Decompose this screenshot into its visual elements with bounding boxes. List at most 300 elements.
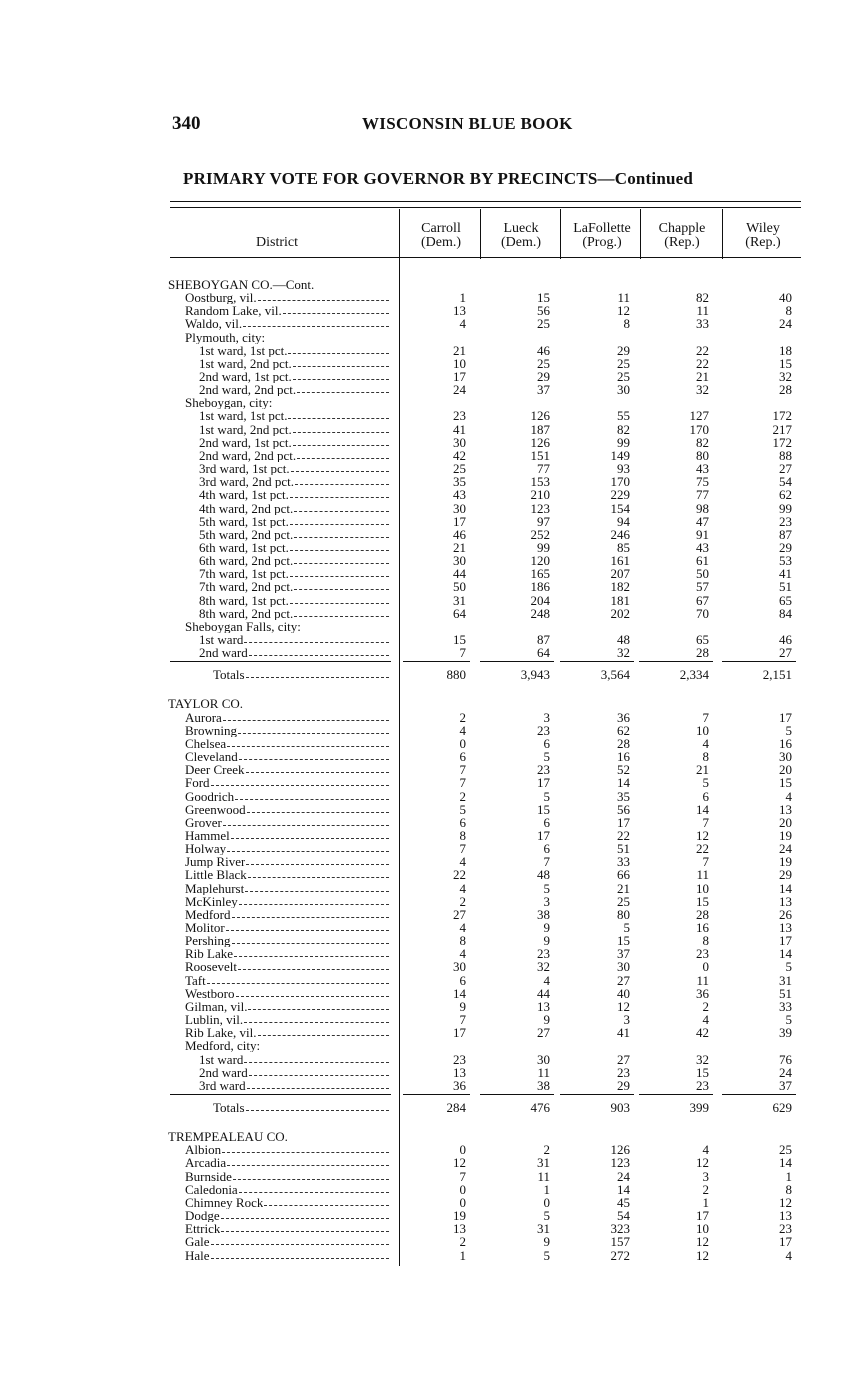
vote-cell: 22 — [696, 343, 709, 358]
vote-cell: 15 — [696, 894, 709, 909]
vote-cell: 99 — [617, 435, 630, 450]
row-label: 5th ward, 1st pct. — [199, 515, 289, 528]
vote-cell: 217 — [772, 422, 792, 437]
table-row — [0, 1000, 859, 1013]
vote-cell: 161 — [610, 553, 630, 568]
vote-cell: 27 — [779, 645, 792, 660]
vote-cell: 12 — [696, 1155, 709, 1170]
vote-cell: 40 — [617, 986, 630, 1001]
vote-cell: 1 — [459, 290, 466, 305]
table-title: PRIMARY VOTE FOR GOVERNOR BY PRECINCTS—Continued — [183, 169, 694, 188]
row-label: 2nd ward, 1st pct. — [199, 436, 292, 449]
vote-cell: 8 — [702, 749, 709, 764]
row-label: Cleveland — [185, 750, 238, 763]
row-label: 3rd ward, 2nd pct. — [199, 475, 294, 488]
candidate-party: (Prog.) — [582, 235, 622, 250]
table-row — [0, 750, 859, 763]
vote-cell: 7 — [702, 710, 709, 725]
totals-rule — [480, 1094, 554, 1095]
table-row — [0, 934, 859, 947]
vote-cell: 248 — [530, 606, 550, 621]
vote-cell: 43 — [696, 540, 709, 555]
vote-cell: 46 — [453, 527, 466, 542]
vote-cell: 14 — [617, 775, 630, 790]
subheading-row — [0, 1039, 859, 1052]
dot-leader — [293, 436, 389, 446]
table-row — [0, 317, 859, 330]
row-label: Burnside — [185, 1170, 232, 1183]
vote-cell: 45 — [617, 1195, 630, 1210]
dot-leader — [222, 1143, 389, 1153]
vote-cell: 44 — [537, 986, 550, 1001]
table-row — [0, 776, 859, 789]
table-row — [0, 1066, 859, 1079]
totals-row — [0, 668, 859, 681]
vote-cell: 15 — [779, 356, 792, 371]
vote-cell: 7 — [543, 854, 550, 869]
dot-leader — [221, 1209, 389, 1219]
vote-cell: 13 — [453, 1221, 466, 1236]
vote-cell: 30 — [617, 382, 630, 397]
table-row — [0, 1079, 859, 1092]
vote-cell: 1 — [702, 1195, 709, 1210]
vote-cell: 23 — [779, 1221, 792, 1236]
vote-cell: 10 — [696, 723, 709, 738]
row-label: Lublin, vil. — [185, 1013, 244, 1026]
row-label: Chimney Rock — [185, 1196, 264, 1209]
vote-cell: 11 — [696, 303, 709, 318]
dot-leader — [232, 908, 390, 918]
vote-cell: 43 — [453, 487, 466, 502]
vote-cell: 54 — [617, 1208, 630, 1223]
totals-rule — [560, 661, 634, 662]
county-heading-row — [0, 1130, 859, 1143]
vote-cell: 55 — [617, 408, 630, 423]
vote-cell: 17 — [779, 933, 792, 948]
table-row — [0, 868, 859, 881]
vote-cell: 123 — [530, 501, 550, 516]
table-row — [0, 541, 859, 554]
county-heading-row — [0, 278, 859, 291]
table-row — [0, 790, 859, 803]
row-label: Taft — [185, 974, 206, 987]
vote-cell: 29 — [537, 369, 550, 384]
dot-leader — [249, 1066, 389, 1076]
county-heading-row — [0, 697, 859, 710]
district-column-header: District — [256, 235, 298, 250]
vote-cell: 4 — [459, 316, 466, 331]
table-row — [0, 816, 859, 829]
vote-cell: 27 — [453, 907, 466, 922]
vote-cell: 50 — [696, 566, 709, 581]
vote-cell: 8 — [785, 1182, 792, 1197]
vote-cell: 5 — [785, 1012, 792, 1027]
dot-leader — [221, 1222, 389, 1232]
vote-cell: 7 — [459, 841, 466, 856]
dot-leader — [239, 750, 389, 760]
vote-cell: 1 — [543, 1182, 550, 1197]
row-label: Holway — [185, 842, 227, 855]
dot-leader — [294, 528, 389, 538]
vote-cell: 29 — [779, 540, 792, 555]
vote-cell: 14 — [696, 802, 709, 817]
vote-cell: 30 — [453, 501, 466, 516]
vote-cell: 57 — [696, 579, 709, 594]
vote-cell: 32 — [696, 382, 709, 397]
dot-leader — [283, 304, 389, 314]
vote-cell: 39 — [779, 1025, 792, 1040]
vote-cell: 0 — [543, 1195, 550, 1210]
vote-cell: 17 — [537, 775, 550, 790]
vote-cell: 252 — [530, 527, 550, 542]
table-row — [0, 646, 859, 659]
vote-cell: 3 — [702, 1169, 709, 1184]
vote-cell: 11 — [537, 1169, 550, 1184]
totals-rule — [722, 661, 796, 662]
row-label: 1st ward, 1st pct. — [199, 409, 288, 422]
vote-cell: 12 — [453, 1155, 466, 1170]
vote-cell: 21 — [453, 540, 466, 555]
table-row — [0, 921, 859, 934]
vote-cell: 52 — [617, 762, 630, 777]
vote-cell: 23 — [537, 723, 550, 738]
vote-cell: 4 — [702, 736, 709, 751]
row-label: 7th ward, 2nd pct. — [199, 580, 294, 593]
vote-cell: 67 — [696, 593, 709, 608]
candidate-name: LaFollette — [573, 221, 631, 236]
vote-cell: 323 — [610, 1221, 630, 1236]
row-label: Medford — [185, 908, 231, 921]
table-row — [0, 370, 859, 383]
vote-cell: 13 — [537, 999, 550, 1014]
table-row — [0, 1222, 859, 1235]
vote-cell: 17 — [537, 828, 550, 843]
dot-leader — [238, 960, 389, 970]
totals-rule — [560, 1094, 634, 1095]
table-row — [0, 711, 859, 724]
dot-leader — [239, 895, 389, 905]
table-row — [0, 1196, 859, 1209]
vote-cell: 51 — [617, 841, 630, 856]
vote-cell: 32 — [537, 959, 550, 974]
vote-cell: 1 — [459, 1248, 466, 1263]
row-label: Sheboygan, city: — [185, 396, 273, 409]
vote-cell: 47 — [696, 514, 709, 529]
dot-leader — [264, 1196, 389, 1206]
vote-cell: 1 — [785, 1169, 792, 1184]
vote-cell: 22 — [696, 841, 709, 856]
table-row — [0, 855, 859, 868]
vote-cell: 82 — [617, 422, 630, 437]
vote-cell: 11 — [696, 867, 709, 882]
row-label: 6th ward, 2nd pct. — [199, 554, 294, 567]
candidate-name: Carroll — [421, 221, 461, 236]
table-row — [0, 488, 859, 501]
vote-cell: 15 — [617, 933, 630, 948]
vote-cell: 7 — [459, 1169, 466, 1184]
row-label: 2nd ward — [199, 646, 248, 659]
vote-cell: 14 — [617, 1182, 630, 1197]
vote-cell: 41 — [617, 1025, 630, 1040]
row-label: Grover — [185, 816, 222, 829]
vote-cell: 31 — [453, 593, 466, 608]
row-label: Oostburg, vil. — [185, 291, 257, 304]
table-row — [0, 1013, 859, 1026]
vote-cell: 17 — [453, 514, 466, 529]
vote-cell: 91 — [696, 527, 709, 542]
row-label: 8th ward, 1st pct. — [199, 594, 289, 607]
dot-leader — [232, 934, 390, 944]
vote-cell: 30 — [453, 553, 466, 568]
dot-leader — [293, 423, 389, 433]
vote-cell: 7 — [459, 762, 466, 777]
table-row — [0, 974, 859, 987]
vote-cell: 27 — [779, 461, 792, 476]
vote-cell: 25 — [617, 356, 630, 371]
vote-cell: 5 — [543, 881, 550, 896]
dot-leader — [297, 449, 389, 459]
row-label: 5th ward, 2nd pct. — [199, 528, 294, 541]
row-label: Totals — [213, 668, 245, 681]
table-row — [0, 803, 859, 816]
vote-cell: 42 — [696, 1025, 709, 1040]
table-row — [0, 1170, 859, 1183]
vote-cell: 12 — [696, 1248, 709, 1263]
candidate-party: (Dem.) — [420, 235, 462, 250]
row-label: Little Black — [185, 868, 247, 881]
vote-cell: 202 — [610, 606, 630, 621]
vote-cell: 51 — [779, 579, 792, 594]
vote-cell: 170 — [610, 474, 630, 489]
row-label: Westboro — [185, 987, 235, 1000]
row-label: 3rd ward — [199, 1079, 246, 1092]
row-label: 1st ward, 1st pct. — [199, 344, 288, 357]
totals-rule — [170, 1094, 391, 1095]
vote-cell: 24 — [453, 382, 466, 397]
dot-leader — [233, 1170, 389, 1180]
vote-cell: 14 — [779, 881, 792, 896]
vote-cell: 284 — [446, 1100, 466, 1115]
vote-cell: 123 — [610, 1155, 630, 1170]
vote-cell: 77 — [537, 461, 550, 476]
dot-leader — [243, 317, 389, 327]
row-label: Deer Creek — [185, 763, 245, 776]
row-label: Chelsea — [185, 737, 227, 750]
vote-cell: 70 — [696, 606, 709, 621]
vote-cell: 43 — [696, 461, 709, 476]
vote-cell: 13 — [779, 894, 792, 909]
vote-cell: 4 — [702, 1012, 709, 1027]
vote-cell: 6 — [459, 815, 466, 830]
vote-cell: 186 — [530, 579, 550, 594]
vote-cell: 4 — [543, 973, 550, 988]
row-label: Browning — [185, 724, 237, 737]
dot-leader — [244, 633, 389, 643]
table-row — [0, 1235, 859, 1248]
vote-cell: 23 — [779, 514, 792, 529]
row-label: Molitor — [185, 921, 225, 934]
row-label: Random Lake, vil. — [185, 304, 282, 317]
vote-cell: 32 — [696, 1052, 709, 1067]
vote-cell: 33 — [779, 999, 792, 1014]
vote-cell: 23 — [617, 1065, 630, 1080]
vote-cell: 4 — [459, 881, 466, 896]
candidate-name: Chapple — [658, 221, 706, 236]
vote-cell: 36 — [453, 1078, 466, 1093]
vote-cell: 82 — [696, 290, 709, 305]
row-label: 1st ward, 2nd pct. — [199, 423, 292, 436]
row-label: 2nd ward, 2nd pct. — [199, 449, 297, 462]
vote-cell: 56 — [537, 303, 550, 318]
vote-cell: 30 — [779, 749, 792, 764]
vote-cell: 2,151 — [762, 667, 792, 682]
vote-cell: 24 — [779, 316, 792, 331]
vote-cell: 13 — [779, 920, 792, 935]
vote-cell: 5 — [459, 802, 466, 817]
dot-leader — [247, 803, 389, 813]
vote-cell: 14 — [779, 946, 792, 961]
vote-cell: 12 — [696, 828, 709, 843]
vote-cell: 151 — [530, 448, 550, 463]
table-row — [0, 449, 859, 462]
row-label: Gilman, vil. — [185, 1000, 248, 1013]
vote-cell: 41 — [779, 566, 792, 581]
vote-cell: 149 — [610, 448, 630, 463]
vote-cell: 7 — [459, 775, 466, 790]
vote-cell: 2,334 — [679, 667, 709, 682]
row-label: 2nd ward, 2nd pct. — [199, 383, 297, 396]
vote-cell: 8 — [623, 316, 630, 331]
vote-cell: 7 — [702, 815, 709, 830]
vote-cell: 127 — [689, 408, 709, 423]
vote-cell: 204 — [530, 593, 550, 608]
candidate-name: Lueck — [503, 221, 539, 236]
vote-cell: 3 — [543, 710, 550, 725]
vote-cell: 4 — [785, 789, 792, 804]
vote-cell: 8 — [459, 933, 466, 948]
page-number: 340 — [172, 113, 201, 134]
candidate-party: (Dem.) — [500, 235, 542, 250]
vote-cell: 17 — [453, 369, 466, 384]
vote-cell: 99 — [537, 540, 550, 555]
dot-leader — [294, 554, 389, 564]
vote-cell: 21 — [696, 369, 709, 384]
vote-cell: 22 — [453, 867, 466, 882]
vote-cell: 22 — [617, 828, 630, 843]
vote-cell: 246 — [610, 527, 630, 542]
vote-cell: 21 — [617, 881, 630, 896]
vote-cell: 182 — [610, 579, 630, 594]
vote-cell: 37 — [779, 1078, 792, 1093]
vote-cell: 30 — [537, 1052, 550, 1067]
table-row — [0, 987, 859, 1000]
vote-cell: 88 — [779, 448, 792, 463]
vote-cell: 17 — [696, 1208, 709, 1223]
vote-cell: 12 — [617, 303, 630, 318]
vote-cell: 10 — [696, 1221, 709, 1236]
table-row — [0, 528, 859, 541]
row-label: Jump River — [185, 855, 246, 868]
vote-cell: 85 — [617, 540, 630, 555]
vote-cell: 3,564 — [600, 667, 630, 682]
vote-cell: 10 — [453, 356, 466, 371]
dot-leader — [236, 987, 390, 997]
vote-cell: 14 — [779, 1155, 792, 1170]
vote-cell: 5 — [623, 920, 630, 935]
totals-rule — [403, 661, 470, 662]
table-row — [0, 947, 859, 960]
vote-cell: 51 — [779, 986, 792, 1001]
dot-leader — [231, 829, 389, 839]
vote-cell: 3 — [543, 894, 550, 909]
dot-leader — [290, 594, 389, 604]
vote-cell: 35 — [453, 474, 466, 489]
vote-cell: 629 — [772, 1100, 792, 1115]
dot-leader — [290, 541, 389, 551]
vote-cell: 5 — [785, 723, 792, 738]
vote-cell: 0 — [459, 736, 466, 751]
row-label: Ford — [185, 776, 210, 789]
vote-cell: 13 — [779, 1208, 792, 1223]
table-row — [0, 409, 859, 422]
vote-cell: 23 — [453, 408, 466, 423]
totals-rule — [639, 661, 713, 662]
vote-cell: 82 — [696, 435, 709, 450]
vote-cell: 98 — [696, 501, 709, 516]
dot-leader — [248, 868, 389, 878]
vote-cell: 14 — [453, 986, 466, 1001]
vote-cell: 31 — [537, 1155, 550, 1170]
row-label: 4th ward, 2nd pct. — [199, 502, 294, 515]
vote-cell: 54 — [779, 474, 792, 489]
vote-cell: 6 — [543, 736, 550, 751]
dot-leader — [227, 1156, 389, 1166]
subheading-row — [0, 331, 859, 344]
table-row — [0, 895, 859, 908]
row-label: 1st ward — [199, 633, 244, 646]
vote-cell: 36 — [696, 986, 709, 1001]
vote-cell: 7 — [702, 854, 709, 869]
vote-cell: 76 — [779, 1052, 792, 1067]
vote-cell: 27 — [617, 1052, 630, 1067]
table-row — [0, 960, 859, 973]
vote-cell: 13 — [779, 802, 792, 817]
vote-cell: 29 — [617, 343, 630, 358]
vote-cell: 187 — [530, 422, 550, 437]
vote-cell: 16 — [617, 749, 630, 764]
row-label: McKinley — [185, 895, 238, 908]
row-label: 6th ward, 1st pct. — [199, 541, 289, 554]
vote-cell: 50 — [453, 579, 466, 594]
vote-cell: 56 — [617, 802, 630, 817]
vote-cell: 4 — [702, 1142, 709, 1157]
vote-cell: 8 — [459, 828, 466, 843]
dot-leader — [246, 855, 389, 865]
candidate-party: (Rep.) — [664, 235, 700, 250]
row-label: Rib Lake, vil. — [185, 1026, 257, 1039]
table-row — [0, 1209, 859, 1222]
row-label: Dodge — [185, 1209, 220, 1222]
totals-rule — [403, 1094, 470, 1095]
row-label: Medford, city: — [185, 1039, 261, 1052]
vote-cell: 16 — [779, 736, 792, 751]
table-row — [0, 763, 859, 776]
table-row — [0, 1183, 859, 1196]
dot-leader — [223, 816, 389, 826]
vote-cell: 7 — [459, 1012, 466, 1027]
vote-cell: 94 — [617, 514, 630, 529]
row-label: 1st ward, 2nd pct. — [199, 357, 292, 370]
